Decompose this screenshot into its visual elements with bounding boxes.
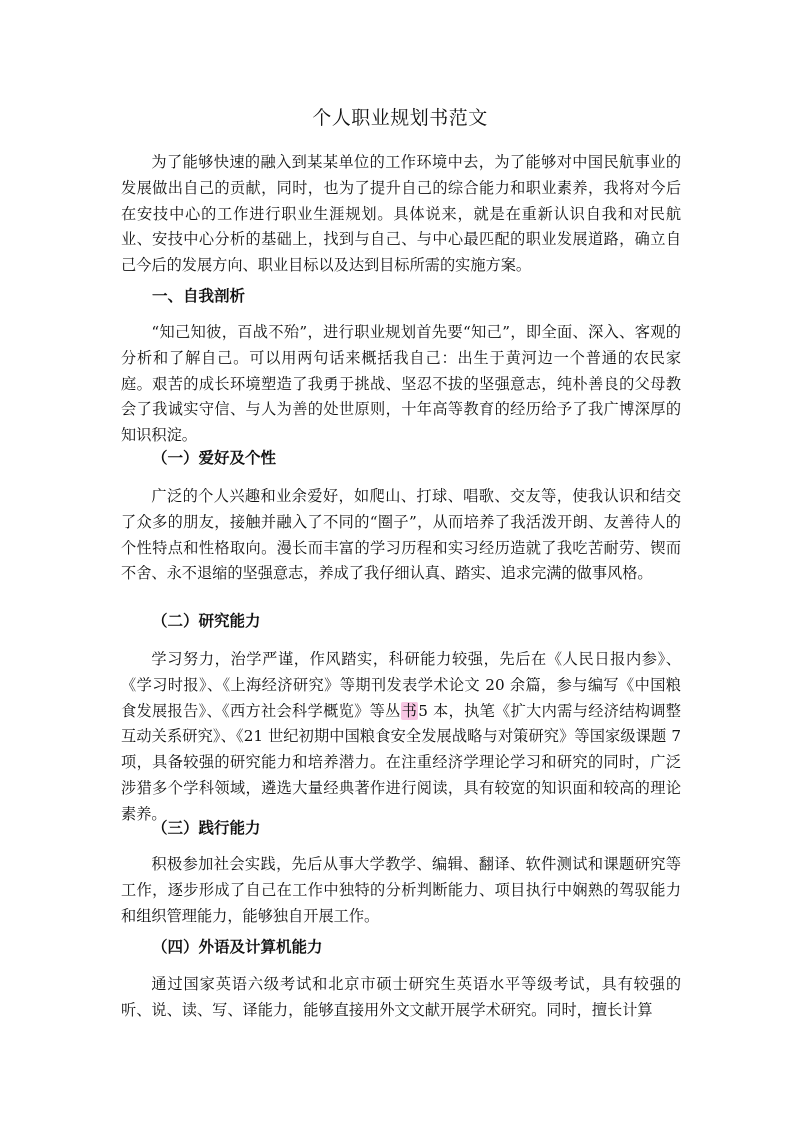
page-title: 个人职业规划书范文 — [312, 107, 488, 129]
research-text-after: 5 本，执笔《扩大内需与经济结构调整互动关系研究》、《21 世纪初期中国粮食安全发展战略与对策研究》等国家级课题 7 项，具备较强的研究能力和培养潜力。在注重经济学理论学习和研究的同时，广泛涉猎多个学科领域，遴选大量经典著作进行阅读，具有较宽的知识面和较高的理论素养。 — [121, 701, 681, 823]
language-computer-paragraph: 通过国家英语六级考试和北京市硕士研究生英语水平等级考试，具有较强的听、说、读、写、译能力，能够直接用外文文献开展学术研究。同时，擅长计算 — [121, 975, 681, 1019]
research-paragraph — [121, 647, 681, 828]
practice-paragraph: 积极参加社会实践，先后从事大学教学、编辑、翻译、软件测试和课题研究等工作，逐步形成了自己在工作中独特的分析判断能力、项目执行中娴熟的驾驭能力和组织管理能力，能够独自开展工作。 — [121, 855, 681, 925]
highlighted-character: 书 — [401, 701, 418, 720]
hobbies-paragraph: 广泛的个人兴趣和业余爱好，如爬山、打球、唱歌、交友等，使我认识和结交了众多的朋友，接触并融入了不同的“圈子”，从而培养了我活泼开朗、友善待人的个性特点和性格取向。漫长而丰富的学习历程和实习经历造就了我吃苦耐劳、锲而不舍、永不退缩的坚强意志，养成了我仔细认真、踏实、追求完满的做事风格。 — [121, 487, 681, 583]
intro-paragraph: 为了能够快速的融入到某某单位的工作环境中去，为了能够对中国民航事业的发展做出自己的贡献，同时，也为了提升自己的综合能力和职业素养，我将对今后在安技中心的工作进行职业生涯规划。具体说来，就是在重新认识自我和对民航业、安技中心分析的基础上，找到与自己、与中心最匹配的职业发展道路，确立自己今后的发展方向、职业目标以及达到目标所需的实施方案。 — [121, 153, 681, 275]
self-analysis-paragraph: “知己知彼，百战不殆”，进行职业规划首先要“知己”，即全面、深入、客观的分析和了解自己。可以用两句话来概括我自己：出生于黄河边一个普通的农民家庭。艰苦的成长环境塑造了我勇于挑战、坚忍不拔的坚强意志，纯朴善良的父母教会了我诚实守信、与人为善的处世原则，十年高等教育的经历给予了我广博深厚的知识积淀。 — [121, 323, 681, 445]
subsection-heading-research: （二）研究能力 — [152, 612, 261, 630]
research-text-before: 学习努力，治学严谨，作风踏实，科研能力较强，先后在《人民日报内参》、《学习时报》、《上海经济研究》等期刊发表学术论文 20 余篇，参与编写《中国粮食发展报告》、《西方社会科学概览》等丛 — [121, 650, 681, 720]
subsection-heading-language-computer: （四）外语及计算机能力 — [152, 938, 323, 956]
subsection-heading-hobbies: （一）爱好及个性 — [152, 449, 277, 467]
subsection-heading-practice: （三）践行能力 — [152, 819, 261, 837]
section-heading-self-analysis: 一、自我剖析 — [152, 287, 246, 305]
